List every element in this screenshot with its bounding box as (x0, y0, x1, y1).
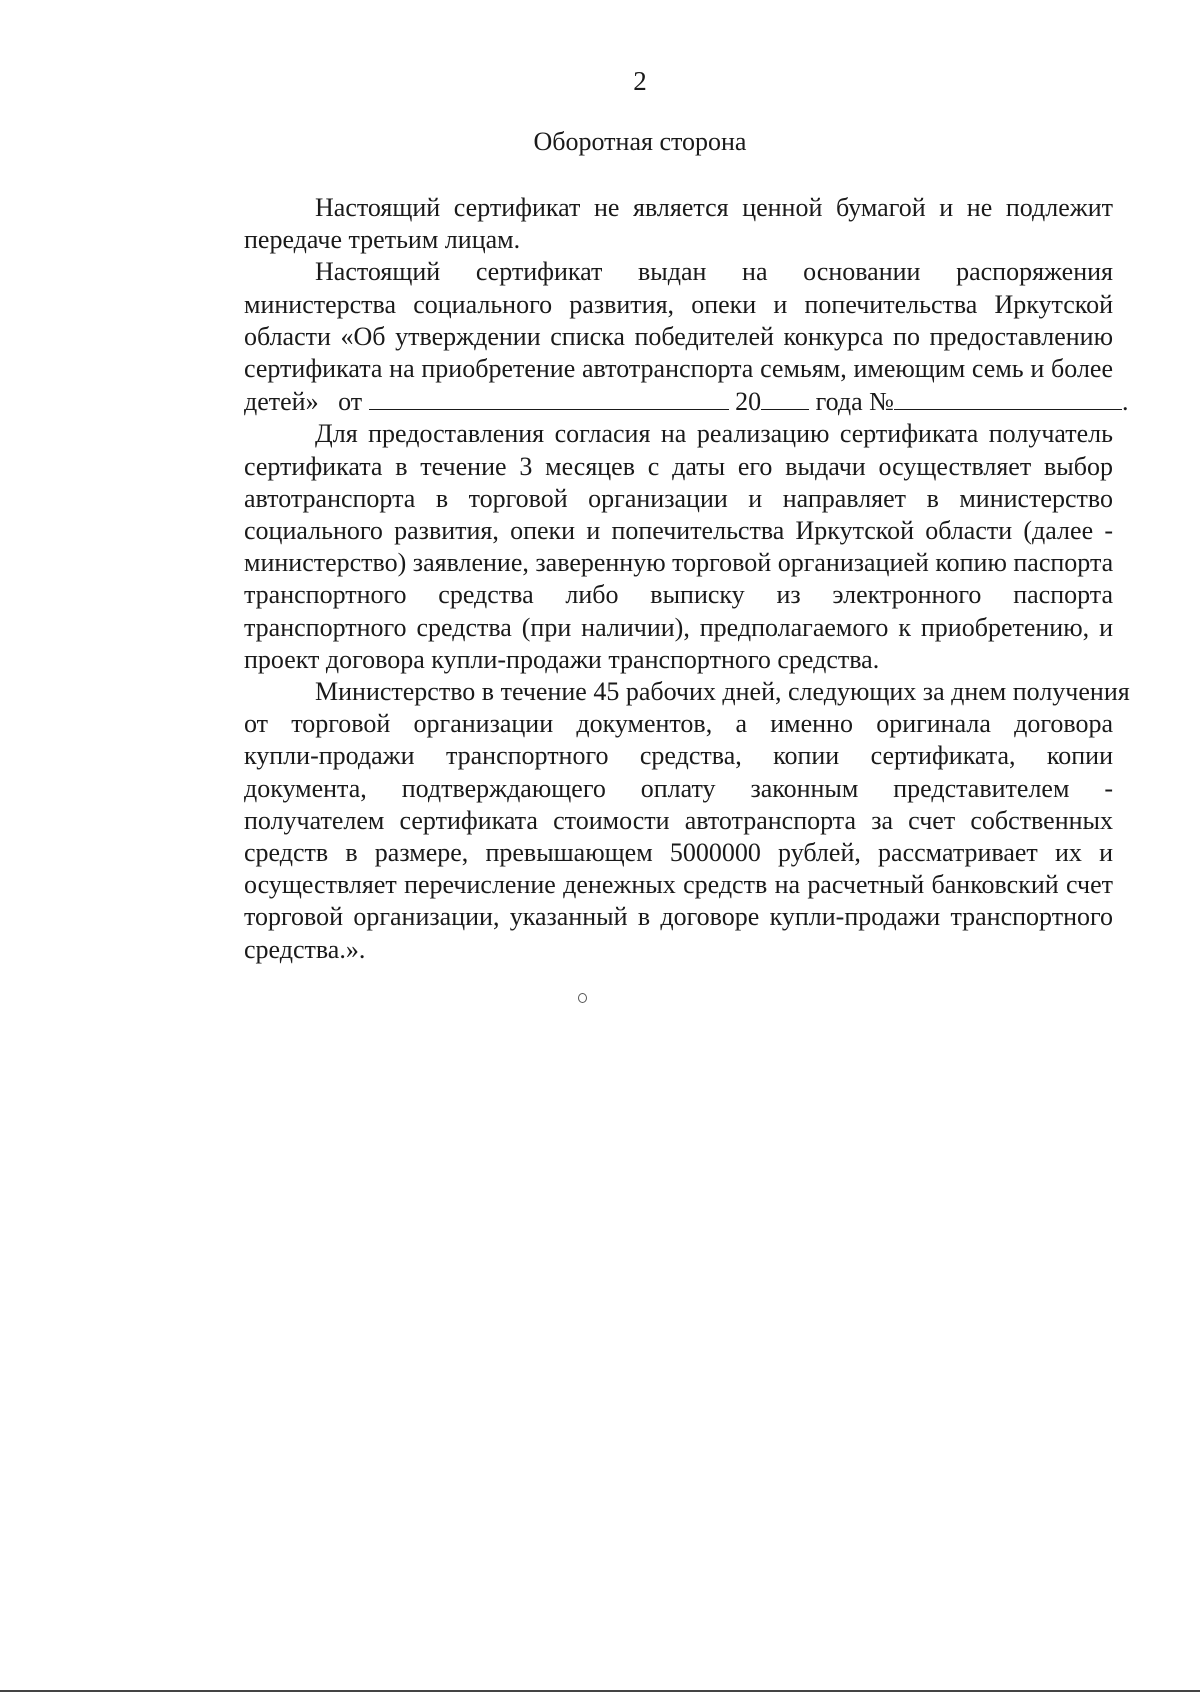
text-line: от торговой организации документов, а именно оригинала договора (244, 709, 1113, 739)
text-fragment: 20 (735, 387, 762, 417)
text-line: передаче третьим лицам. (244, 225, 521, 255)
text-line: министерства социального развития, опеки и попечительства Иркутской (244, 289, 1113, 319)
text-line: сертификата на приобретение автотранспорта семьям, имеющим семь и более (244, 354, 1113, 384)
text-line: средства.». (244, 934, 366, 964)
text-line: министерство) заявление, заверенную торговой организацией копию паспорта (244, 548, 1114, 578)
text-line: сертификата в течение 3 месяцев с даты его выдачи осуществляет выбор (244, 451, 1113, 481)
year-blank-field (761, 385, 809, 410)
scan-speck (578, 993, 587, 1003)
text-line: осуществляет перечисление денежных средств на расчетный банковский счет (244, 870, 1113, 900)
text-line: Настоящий сертификат выдан на основании распоряжения (315, 257, 1113, 287)
text-line: получателем сертификата стоимости автотранспорта за счет собственных (244, 805, 1113, 835)
number-blank-field (894, 385, 1122, 410)
text-line: купли-продажи транспортного средства, копии сертификата, копии (244, 741, 1113, 771)
page-number: 2 (633, 66, 647, 96)
text-line: социального развития, опеки и попечительства Иркутской области (далее - (244, 516, 1113, 546)
paragraph-1 (173, 192, 1113, 256)
text-line: торговой организации, указанный в договоре купли-продажи транспортного (244, 902, 1113, 932)
paragraph-3 (173, 418, 1113, 676)
date-blank-field (369, 385, 729, 410)
text-line: проект договора купли-продажи транспортного средства. (244, 644, 880, 674)
text-fragment: . (1121, 387, 1129, 417)
text-line: транспортного средства либо выписку из электронного паспорта (244, 580, 1113, 610)
document-body (173, 192, 1130, 966)
scan-bottom-edge (0, 1690, 1200, 1692)
text-line: Министерство в течение 45 рабочих дней, следующих за днем получения (315, 677, 1130, 707)
text-line: области «Об утверждении списка победителей конкурса по предоставлению (244, 321, 1113, 351)
paragraph-4 (173, 676, 1130, 966)
text-fragment: детей» (244, 387, 319, 417)
text-line: Для предоставления согласия на реализацию сертификата получатель (315, 419, 1113, 449)
text-line-with-blanks (173, 385, 1129, 418)
text-line: автотранспорта в торговой организации и направляет в министерство (244, 483, 1113, 513)
text-line: средств в размере, превышающем 5000000 рублей, рассматривает их и (244, 838, 1113, 868)
page-title: Оборотная сторона (533, 127, 747, 156)
text-line: Настоящий сертификат не является ценной бумагой и не подлежит (315, 193, 1113, 222)
text-line: документа, подтверждающего оплату законным представителем - (244, 773, 1113, 803)
text-line: транспортного средства (при наличии), предполагаемого к приобретению, и (244, 612, 1113, 642)
text-fragment: от (338, 387, 363, 417)
text-fragment: года № (815, 387, 894, 417)
paragraph-2 (173, 256, 1129, 418)
